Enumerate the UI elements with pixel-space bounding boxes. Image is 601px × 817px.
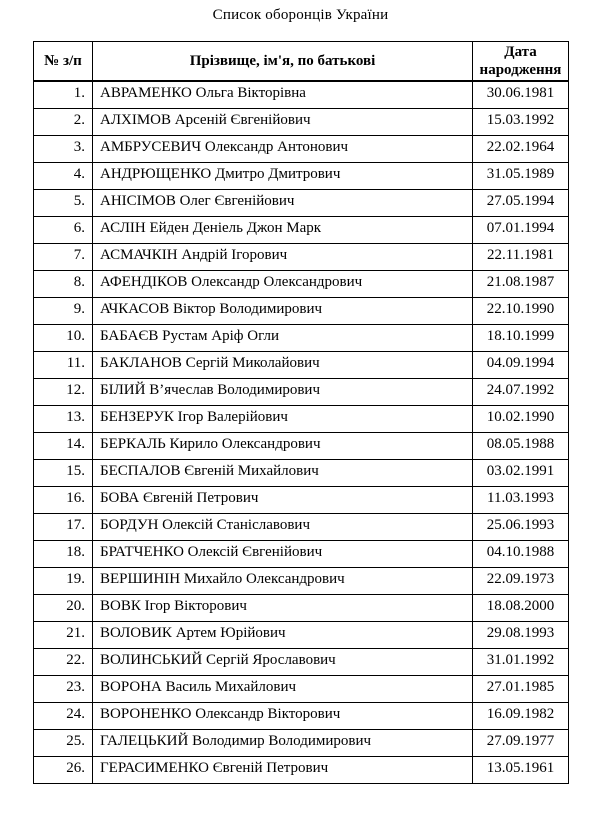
row-number: 12. [34,378,93,405]
table-body [34,81,569,783]
row-number: 15. [34,459,93,486]
person-name: ГЕРАСИМЕНКО Євгеній Петрович [93,756,473,783]
birth-date: 04.10.1988 [473,540,569,567]
person-name: АСЛІН Ейден Деніель Джон Марк [93,216,473,243]
birth-date: 22.11.1981 [473,243,569,270]
table-row [34,378,569,405]
table-row [34,108,569,135]
table-row [34,675,569,702]
row-number: 20. [34,594,93,621]
person-name: ВОЛОВИК Артем Юрійович [93,621,473,648]
birth-date: 18.10.1999 [473,324,569,351]
table-row [34,189,569,216]
birth-date: 25.06.1993 [473,513,569,540]
person-name: АМБРУСЕВИЧ Олександр Антонович [93,135,473,162]
defenders-table [33,41,569,784]
person-name: АФЕНДІКОВ Олександр Олександрович [93,270,473,297]
row-number: 18. [34,540,93,567]
birth-date: 31.05.1989 [473,162,569,189]
person-name: БІЛИЙ В’ячеслав Володимирович [93,378,473,405]
table-row [34,216,569,243]
person-name: БАКЛАНОВ Сергій Миколайович [93,351,473,378]
person-name: БЕСПАЛОВ Євгеній Михайлович [93,459,473,486]
table-row [34,486,569,513]
birth-date: 08.05.1988 [473,432,569,459]
table-row [34,432,569,459]
col-header-birthdate: Дата народження [473,42,569,82]
header-row [34,42,569,82]
person-name: БРАТЧЕНКО Олексій Євгенійович [93,540,473,567]
birth-date: 03.02.1991 [473,459,569,486]
page-title: Список оборонців України [212,7,389,23]
table-row [34,513,569,540]
table-row [34,729,569,756]
person-name: АНДРЮЩЕНКО Дмитро Дмитрович [93,162,473,189]
row-number: 3. [34,135,93,162]
row-number: 7. [34,243,93,270]
row-number: 13. [34,405,93,432]
person-name: АНІСІМОВ Олег Євгенійович [93,189,473,216]
person-name: АВРАМЕНКО Ольга Вікторівна [93,81,473,108]
person-name: БАБАЄВ Рустам Аріф Огли [93,324,473,351]
person-name: БОРДУН Олексій Станіславович [93,513,473,540]
birth-date: 27.01.1985 [473,675,569,702]
table-row [34,324,569,351]
person-name: АЛХІМОВ Арсеній Євгенійович [93,108,473,135]
table-row [34,567,569,594]
col-header-number: № з/п [34,42,93,82]
table-header [34,42,569,82]
row-number: 26. [34,756,93,783]
birth-date: 24.07.1992 [473,378,569,405]
row-number: 8. [34,270,93,297]
row-number: 5. [34,189,93,216]
table-row [34,243,569,270]
table-row [34,648,569,675]
person-name: ВОВК Ігор Вікторович [93,594,473,621]
birth-date: 29.08.1993 [473,621,569,648]
birth-date: 10.02.1990 [473,405,569,432]
birth-date: 30.06.1981 [473,81,569,108]
row-number: 23. [34,675,93,702]
birth-date: 22.10.1990 [473,297,569,324]
person-name: БОВА Євгеній Петрович [93,486,473,513]
row-number: 6. [34,216,93,243]
person-name: АСМАЧКІН Андрій Ігорович [93,243,473,270]
birth-date: 07.01.1994 [473,216,569,243]
birth-date: 27.09.1977 [473,729,569,756]
person-name: БЕРКАЛЬ Кирило Олександрович [93,432,473,459]
person-name: ВЕРШИНІН Михайло Олександрович [93,567,473,594]
row-number: 1. [34,81,93,108]
row-number: 24. [34,702,93,729]
table-row [34,81,569,108]
table-row [34,702,569,729]
table-row [34,540,569,567]
row-number: 22. [34,648,93,675]
table-row [34,270,569,297]
row-number: 11. [34,351,93,378]
birth-date: 16.09.1982 [473,702,569,729]
row-number: 25. [34,729,93,756]
row-number: 17. [34,513,93,540]
birth-date: 22.09.1973 [473,567,569,594]
person-name: ГАЛЕЦЬКИЙ Володимир Володимирович [93,729,473,756]
col-header-fullname: Прізвище, ім'я, по батькові [93,42,473,82]
person-name: АЧКАСОВ Віктор Володимирович [93,297,473,324]
person-name: ВОЛИНСЬКИЙ Сергій Ярославович [93,648,473,675]
table-row [34,405,569,432]
row-number: 9. [34,297,93,324]
row-number: 21. [34,621,93,648]
row-number: 16. [34,486,93,513]
row-number: 2. [34,108,93,135]
birth-date: 11.03.1993 [473,486,569,513]
person-name: БЕНЗЕРУК Ігор Валерійович [93,405,473,432]
birth-date: 18.08.2000 [473,594,569,621]
row-number: 10. [34,324,93,351]
row-number: 4. [34,162,93,189]
table-row [34,351,569,378]
birth-date: 31.01.1992 [473,648,569,675]
row-number: 19. [34,567,93,594]
table-row [34,621,569,648]
birth-date: 15.03.1992 [473,108,569,135]
table-row [34,162,569,189]
birth-date: 27.05.1994 [473,189,569,216]
table-row [34,135,569,162]
table-row [34,594,569,621]
birth-date: 13.05.1961 [473,756,569,783]
person-name: ВОРОНА Василь Михайлович [93,675,473,702]
person-name: ВОРОНЕНКО Олександр Вікторович [93,702,473,729]
table-row [34,297,569,324]
birth-date: 21.08.1987 [473,270,569,297]
birth-date: 22.02.1964 [473,135,569,162]
table-row [34,459,569,486]
birth-date: 04.09.1994 [473,351,569,378]
table-row [34,756,569,783]
row-number: 14. [34,432,93,459]
